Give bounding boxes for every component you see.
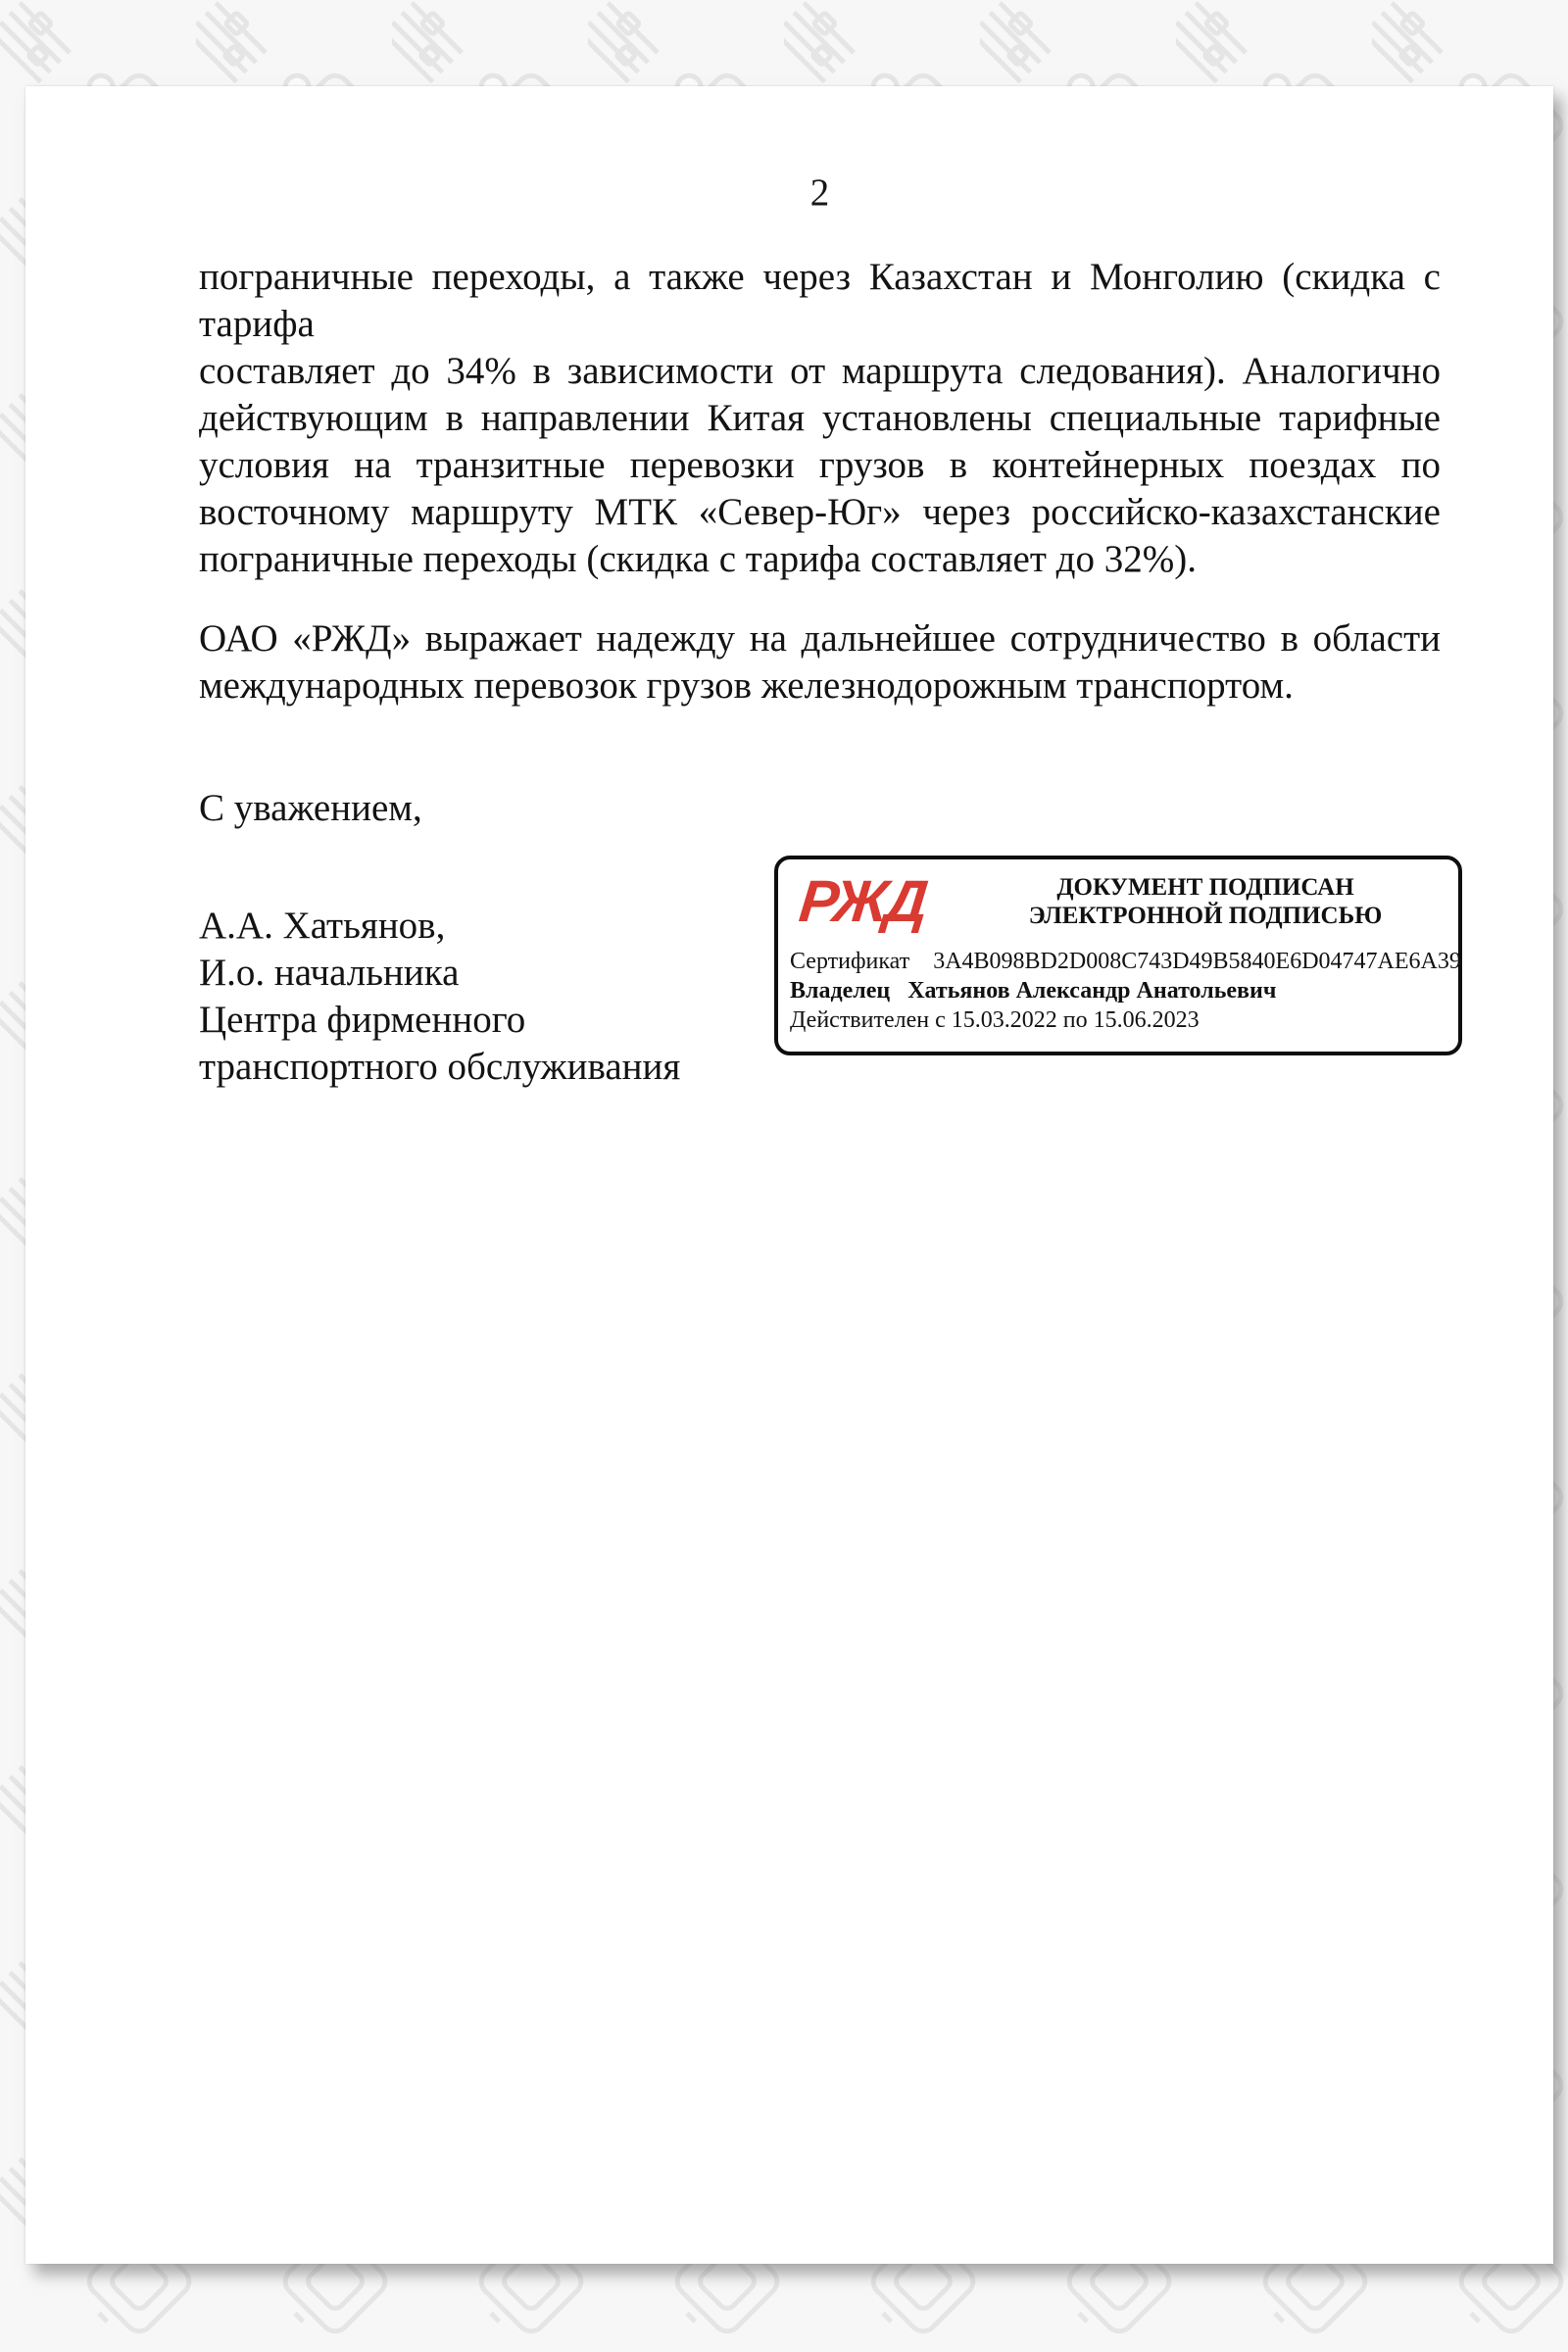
owner-row (790, 976, 1446, 1005)
closing-salutation: С уважением, (199, 787, 422, 829)
paragraph-line: международных перевозок грузов железнодорожным транспортом. (199, 664, 1294, 707)
stamp-header (790, 869, 1446, 934)
rzd-logo: РЖД (796, 868, 929, 934)
signer-title-line: транспортного обслуживания (199, 1046, 681, 1088)
electronic-signature-stamp (774, 856, 1462, 1055)
certificate-row (790, 947, 1461, 976)
certificate-value: 3A4B098BD2D008C743D49B5840E6D04747AE6A39 (933, 949, 1461, 974)
paragraph-1 (199, 254, 1441, 583)
paragraph-line: пограничные переходы, а также через Казахстан и Монголию (скидка с тарифа (199, 256, 1441, 345)
signer-title-line: Центра фирменного (199, 999, 526, 1041)
stamp-title-line: ДОКУМЕНТ ПОДПИСАН (1056, 874, 1354, 901)
paragraph-line: действующим в направлении Китая установлены специальные тарифные (199, 397, 1441, 439)
paragraph-2 (199, 615, 1441, 710)
paragraph-line: пограничные переходы (скидка с тарифа составляет до 32%). (199, 538, 1197, 580)
stamp-title (964, 873, 1446, 930)
owner-value: Хатьянов Александр Анатольевич (907, 978, 1277, 1004)
owner-label: Владелец (790, 978, 891, 1004)
paragraph-line: восточному маршруту МТК «Север-Юг» через российско-казахстанские (199, 491, 1441, 533)
page-number: 2 (809, 172, 830, 214)
stamp-title-line: ЭЛЕКТРОННОЙ ПОДПИСЬЮ (1028, 903, 1383, 929)
paragraph-line: составляет до 34% в зависимости от маршрута следования). Аналогично (199, 350, 1441, 392)
paragraph-line: условия на транзитные перевозки грузов в контейнерных поездах по (199, 444, 1441, 486)
signer-title-line: И.о. начальника (199, 952, 460, 994)
certificate-label: Сертификат (790, 949, 910, 974)
document-page (25, 86, 1553, 2264)
stamp-details (790, 947, 1461, 1035)
signer-name: А.А. Хатьянов, (199, 905, 446, 947)
validity-row: Действителен с 15.03.2022 по 15.06.2023 (790, 1007, 1200, 1033)
paragraph-line: ОАО «РЖД» выражает надежду на дальнейшее сотрудничество в области (199, 617, 1441, 660)
